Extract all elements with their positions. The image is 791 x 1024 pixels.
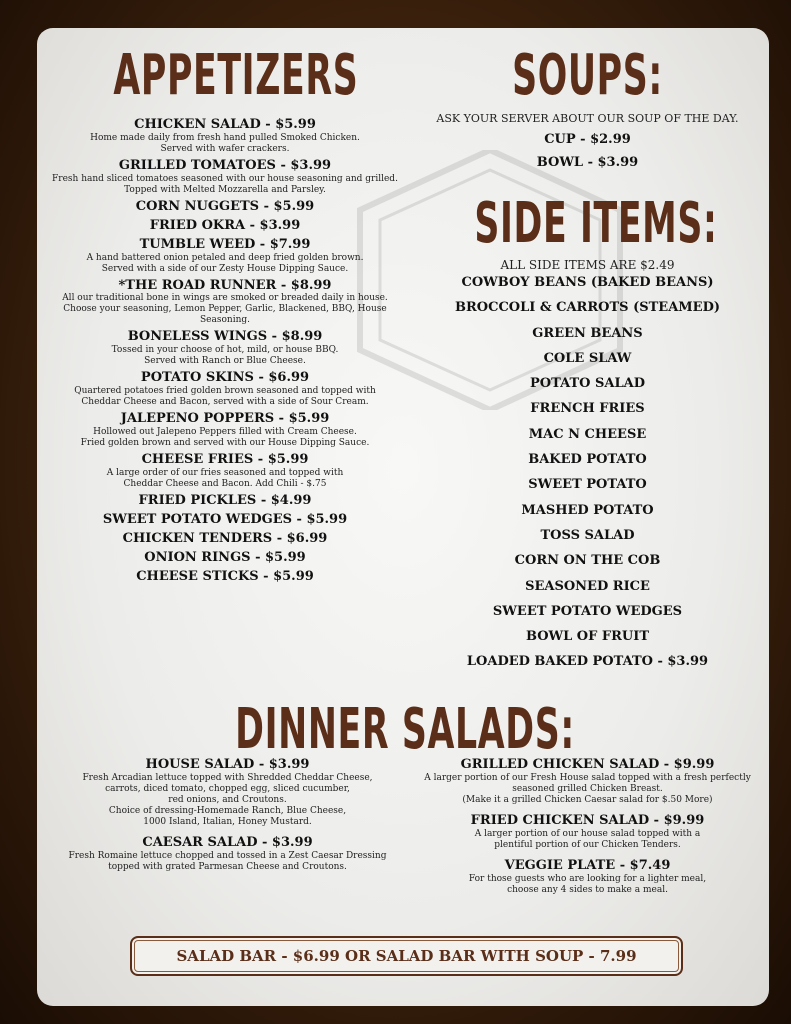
menu-item bbox=[45, 238, 405, 275]
menu-item bbox=[45, 118, 405, 155]
side-item: COWBOY BEANS (BAKED BEANS) bbox=[461, 275, 714, 290]
soup-item: BOWL - $3.99 bbox=[536, 154, 639, 170]
appetizers-section bbox=[45, 43, 405, 585]
appetizers-list bbox=[45, 118, 405, 585]
menu-item bbox=[45, 570, 405, 585]
menu-item bbox=[45, 200, 405, 215]
menu-item bbox=[405, 814, 770, 851]
menu-item-name: *THE ROAD RUNNER - $8.99 bbox=[118, 277, 332, 293]
dinner-salads-heading: DINNER SALADS: bbox=[235, 697, 575, 762]
menu-item-description: Tossed in your choose of hot, mild, or house BBQ. Served with Ranch or Blue Cheese. bbox=[111, 345, 339, 367]
soup-item: CUP - $2.99 bbox=[544, 132, 631, 147]
soups-list bbox=[405, 133, 770, 171]
menu-item-name: POTATO SKINS - $6.99 bbox=[140, 370, 310, 386]
salads-left-column bbox=[45, 758, 410, 873]
menu-item-description: Fresh hand sliced tomatoes seasoned with our house seasoning and grilled. Topped with Melted Mozzarella and Parsley. bbox=[52, 173, 398, 195]
appetizers-heading: APPETIZERS bbox=[113, 43, 359, 108]
soups-section bbox=[405, 43, 770, 171]
menu-item-name: HOUSE SALAD - $3.99 bbox=[145, 757, 310, 772]
menu-item-name: BONELESS WINGS - $8.99 bbox=[127, 329, 323, 345]
menu-item-name: CHICKEN TENDERS - $6.99 bbox=[122, 530, 328, 546]
side-item: TOSS SALAD bbox=[540, 527, 635, 543]
menu-item-name: CHICKEN SALAD - $5.99 bbox=[134, 117, 316, 132]
menu-item bbox=[45, 159, 405, 196]
menu-item-name: ONION RINGS - $5.99 bbox=[144, 549, 306, 565]
menu-item-name: CHEESE FRIES - $5.99 bbox=[141, 451, 309, 467]
menu-item-description: Home made daily from fresh hand pulled Smoked Chicken. Served with wafer crackers. bbox=[90, 132, 360, 154]
menu-item-name: FRIED PICKLES - $4.99 bbox=[138, 492, 312, 508]
side-item: MASHED POTATO bbox=[521, 502, 654, 518]
soups-note: ASK YOUR SERVER ABOUT OUR SOUP OF THE DAY. bbox=[436, 112, 739, 125]
side-item: CORN ON THE COB bbox=[514, 553, 661, 569]
menu-item-name: TUMBLE WEED - $7.99 bbox=[139, 236, 311, 252]
menu-item bbox=[45, 836, 410, 873]
menu-item bbox=[45, 371, 405, 408]
sides-list bbox=[405, 270, 770, 675]
menu-item bbox=[45, 279, 405, 327]
menu-item-description: Fresh Romaine lettuce chopped and tossed in a Zest Caesar Dressing topped with grated Parmesan Cheese and Croutons. bbox=[68, 850, 387, 872]
menu-item-name: GRILLED CHICKEN SALAD - $9.99 bbox=[460, 757, 715, 772]
menu-item bbox=[45, 412, 405, 449]
salads-heading-wrap bbox=[45, 697, 765, 762]
side-item: BAKED POTATO bbox=[528, 452, 647, 468]
menu-item-name: VEGGIE PLATE - $7.49 bbox=[504, 857, 671, 873]
menu-item-description: Quartered potatoes fried golden brown seasoned and topped with Cheddar Cheese and Bacon, served with a side of Sour Cream. bbox=[74, 386, 376, 408]
menu-item-description: Fresh Arcadian lettuce topped with Shredded Cheddar Cheese, carrots, diced tomato, chopped egg, sliced cucumber, red onions, and Croutons. Choice of dressing-Homemade Ranch, Blue Cheese, 1000 Island, Italian, Honey Mustard. bbox=[82, 772, 373, 827]
menu-item bbox=[405, 758, 770, 806]
menu-item-description: A hand battered onion petaled and deep fried golden brown. Served with a side of our Zesty House Dipping Sauce. bbox=[86, 252, 364, 274]
salad-bar-banner bbox=[130, 936, 683, 976]
side-item: SWEET POTATO bbox=[528, 477, 647, 493]
side-item: BROCCOLI & CARROTS (STEAMED) bbox=[454, 300, 721, 316]
side-item: SEASONED RICE bbox=[525, 578, 650, 594]
menu-item-name: FRIED CHICKEN SALAD - $9.99 bbox=[470, 812, 705, 828]
menu-item-description: For those guests who are looking for a lighter meal, choose any 4 sides to make a meal. bbox=[468, 873, 707, 895]
menu-item bbox=[45, 551, 405, 566]
menu-item-description: A larger portion of our Fresh House salad topped with a fresh perfectly seasoned grilled Chicken Breast. (Make it a grilled Chicken Caesar salad for $.50 More) bbox=[424, 772, 751, 805]
menu-item-description: Hollowed out Jalepeno Peppers filled with Cream Cheese. Fried golden brown and served with our House Dipping Sauce. bbox=[80, 427, 370, 448]
menu-item-name: GRILLED TOMATOES - $3.99 bbox=[118, 157, 332, 173]
menu-item bbox=[45, 330, 405, 367]
menu-item-name: FRIED OKRA - $3.99 bbox=[149, 217, 301, 233]
menu-item bbox=[45, 758, 410, 828]
side-item: LOADED BAKED POTATO - $3.99 bbox=[466, 654, 709, 670]
menu-item-name: CAESAR SALAD - $3.99 bbox=[142, 834, 313, 850]
menu-item bbox=[45, 494, 405, 509]
sides-note: ALL SIDE ITEMS ARE $2.49 bbox=[500, 258, 675, 272]
salads-right-column bbox=[405, 758, 770, 896]
soups-heading: SOUPS: bbox=[512, 43, 663, 108]
menu-item-description: A larger portion of our house salad topped with a plentiful portion of our Chicken Tenders. bbox=[474, 828, 701, 850]
side-item: POTATO SALAD bbox=[530, 376, 645, 392]
menu-item bbox=[45, 453, 405, 490]
menu-item-name: SWEET POTATO WEDGES - $5.99 bbox=[102, 511, 348, 527]
menu-item-description: A large order of our fries seasoned and topped with Cheddar Cheese and Bacon. Add Chili - $.75 bbox=[106, 467, 344, 489]
menu-item-name: CHEESE STICKS - $5.99 bbox=[136, 568, 314, 584]
menu-item bbox=[45, 219, 405, 234]
side-item: COLE SLAW bbox=[543, 350, 632, 366]
menu-item bbox=[45, 532, 405, 547]
menu-item bbox=[45, 513, 405, 528]
menu-item bbox=[405, 859, 770, 896]
side-item: MAC N CHEESE bbox=[528, 426, 647, 442]
side-item: GREEN BEANS bbox=[532, 325, 643, 341]
menu-item-description: All our traditional bone in wings are smoked or breaded daily in house. Choose your seasoning, Lemon Pepper, Garlic, Blackened, BBQ, House Seasoning. bbox=[62, 293, 388, 326]
side-item: SWEET POTATO WEDGES bbox=[492, 603, 683, 619]
side-item: FRENCH FRIES bbox=[530, 401, 645, 417]
menu-item-name: CORN NUGGETS - $5.99 bbox=[135, 198, 315, 214]
sides-section bbox=[405, 191, 770, 675]
menu-item-name: JALEPENO POPPERS - $5.99 bbox=[120, 411, 330, 427]
sides-heading: SIDE ITEMS: bbox=[474, 191, 718, 256]
side-item: BOWL OF FRUIT bbox=[525, 629, 650, 645]
salad-bar-text: SALAD BAR - $6.99 OR SALAD BAR WITH SOUP - 7.99 bbox=[176, 947, 637, 965]
